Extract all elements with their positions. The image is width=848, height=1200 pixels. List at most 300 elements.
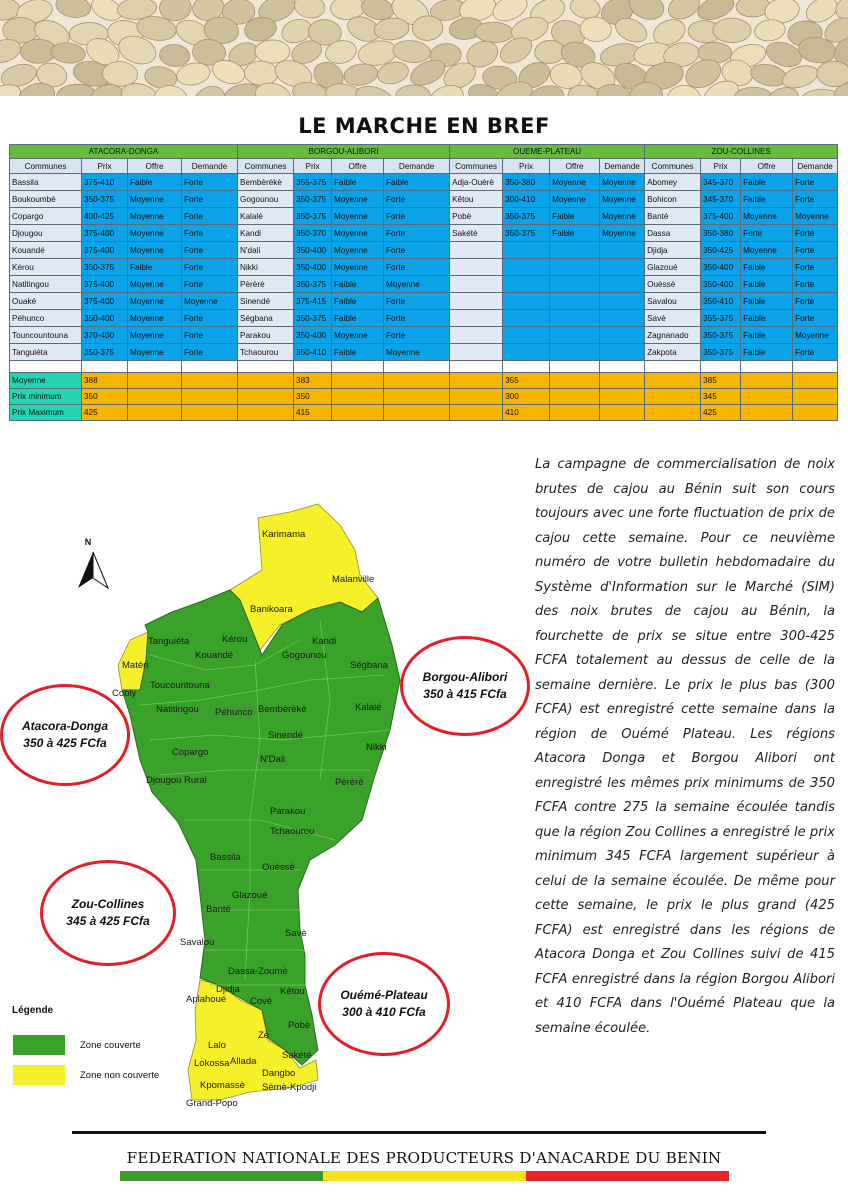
table-cell: Faible bbox=[332, 293, 384, 310]
table-row bbox=[10, 259, 838, 276]
column-header: Prix bbox=[503, 159, 550, 174]
summary-label: Moyenne bbox=[10, 373, 82, 389]
table-cell bbox=[550, 310, 600, 327]
region-header: ZOU-COLLINES bbox=[645, 145, 838, 159]
table-cell: Moyenne bbox=[128, 293, 182, 310]
cashew-nut bbox=[255, 40, 290, 64]
table-cell: Moyenne bbox=[741, 208, 793, 225]
table-cell bbox=[550, 405, 600, 421]
table-cell: 350-375 bbox=[701, 327, 741, 344]
map-place-label: Gogounou bbox=[282, 650, 327, 661]
table-cell: Moyenne bbox=[128, 191, 182, 208]
table-cell: 350-370 bbox=[294, 225, 332, 242]
column-header: Demande bbox=[600, 159, 645, 174]
table-cell bbox=[332, 361, 384, 373]
summary-value: 410 bbox=[503, 405, 550, 421]
map-place-label: Dangbo bbox=[262, 1068, 296, 1079]
table-cell: Moyenne bbox=[332, 225, 384, 242]
map-place-label: Copargo bbox=[172, 747, 209, 758]
table-cell bbox=[384, 405, 450, 421]
table-cell: Forte bbox=[793, 174, 838, 191]
table-cell: Moyenne bbox=[600, 225, 645, 242]
table-cell: Zagnanado bbox=[645, 327, 701, 344]
summary-row bbox=[10, 373, 838, 389]
column-header: Prix bbox=[82, 159, 128, 174]
table-cell bbox=[450, 242, 503, 259]
table-cell bbox=[600, 327, 645, 344]
table-row bbox=[10, 174, 838, 191]
page-title: LE MARCHE EN BREF bbox=[298, 114, 550, 138]
callout-price-range: 345 à 425 FCfa bbox=[66, 914, 150, 928]
table-cell: 350-375 bbox=[82, 191, 128, 208]
table-cell: Moyenne bbox=[600, 174, 645, 191]
column-header: Demande bbox=[793, 159, 838, 174]
table-cell: Moyenne bbox=[741, 242, 793, 259]
table-cell: Djougou bbox=[10, 225, 82, 242]
table-cell: Moyenne bbox=[128, 208, 182, 225]
column-header: Communes bbox=[645, 159, 701, 174]
summary-value: 415 bbox=[294, 405, 332, 421]
table-cell bbox=[503, 344, 550, 361]
table-cell: Forte bbox=[741, 225, 793, 242]
map-place-label: Sinendé bbox=[268, 730, 303, 741]
column-header: Offre bbox=[332, 159, 384, 174]
summary-value: 425 bbox=[701, 405, 741, 421]
table-cell: Pèrèrè bbox=[238, 276, 294, 293]
legend-covered-swatch bbox=[13, 1035, 65, 1055]
table-cell: Forte bbox=[793, 191, 838, 208]
table-cell: 345-370 bbox=[701, 174, 741, 191]
table-cell: Sakété bbox=[450, 225, 503, 242]
callout-region-name: Ouémé-Plateau bbox=[340, 987, 428, 1002]
summary-value: 388 bbox=[82, 373, 128, 389]
map-place-label: Kandi bbox=[312, 636, 337, 647]
table-cell: Sinendé bbox=[238, 293, 294, 310]
map-place-label: Banikoara bbox=[250, 604, 293, 615]
table-cell: Faible bbox=[332, 344, 384, 361]
table-cell bbox=[450, 344, 503, 361]
column-header: Prix bbox=[294, 159, 332, 174]
table-cell: Forte bbox=[384, 191, 450, 208]
map-place-label: Pobè bbox=[288, 1020, 311, 1031]
table-cell bbox=[793, 405, 838, 421]
table-cell: Dassa bbox=[645, 225, 701, 242]
table-cell: Faible bbox=[741, 327, 793, 344]
table-cell bbox=[82, 361, 128, 373]
table-cell: 375-415 bbox=[294, 293, 332, 310]
column-header: Communes bbox=[450, 159, 503, 174]
table-cell: Faible bbox=[128, 174, 182, 191]
table-cell: Faible bbox=[384, 174, 450, 191]
map-place-label: Kérou bbox=[222, 634, 248, 645]
table-cell bbox=[600, 344, 645, 361]
table-row bbox=[10, 276, 838, 293]
callout-zou-collines bbox=[40, 860, 176, 966]
north-arrow-icon bbox=[78, 537, 108, 588]
table-cell bbox=[550, 259, 600, 276]
callout-borgou-alibori bbox=[400, 636, 530, 736]
region-header-row bbox=[10, 145, 838, 159]
column-header: Offre bbox=[128, 159, 182, 174]
callout-oueme-plateau bbox=[318, 952, 450, 1056]
map-place-label: Karimama bbox=[262, 529, 306, 540]
table-cell: Moyenne bbox=[128, 276, 182, 293]
column-header: Communes bbox=[238, 159, 294, 174]
map-place-label: Djougou Rural bbox=[146, 775, 207, 786]
table-cell bbox=[600, 276, 645, 293]
footer-color-bars bbox=[120, 1171, 729, 1181]
table-cell: N'dali bbox=[238, 242, 294, 259]
map-place-label: Kêtou bbox=[280, 986, 305, 997]
table-cell: Forte bbox=[384, 259, 450, 276]
table-cell: Kêtou bbox=[450, 191, 503, 208]
table-cell bbox=[793, 389, 838, 405]
table-cell: Moyenne bbox=[332, 208, 384, 225]
table-cell: Natitingou bbox=[10, 276, 82, 293]
table-cell: Forte bbox=[793, 344, 838, 361]
callout-price-range: 350 à 425 FCfa bbox=[23, 736, 107, 750]
table-cell: Forte bbox=[793, 276, 838, 293]
table-cell bbox=[550, 344, 600, 361]
table-cell bbox=[503, 361, 550, 373]
summary-value: 383 bbox=[294, 373, 332, 389]
map-place-label: Glazoué bbox=[232, 890, 268, 901]
map-place-label: Malanville bbox=[332, 574, 375, 585]
table-cell bbox=[384, 373, 450, 389]
table-cell: Gogounou bbox=[238, 191, 294, 208]
table-cell: 350-410 bbox=[701, 293, 741, 310]
table-cell: 350-375 bbox=[294, 310, 332, 327]
table-cell bbox=[793, 373, 838, 389]
table-cell: Adja-Ouèrè bbox=[450, 174, 503, 191]
table-cell bbox=[550, 327, 600, 344]
table-cell: Savè bbox=[645, 310, 701, 327]
table-cell: 350-375 bbox=[82, 259, 128, 276]
table-cell bbox=[450, 293, 503, 310]
summary-label: Prix Maximum bbox=[10, 405, 82, 421]
table-cell: 350-400 bbox=[701, 259, 741, 276]
summary-value: 350 bbox=[82, 389, 128, 405]
table-cell bbox=[450, 361, 503, 373]
table-cell bbox=[450, 276, 503, 293]
table-spacer-row bbox=[10, 361, 838, 373]
summary-value: 385 bbox=[701, 373, 741, 389]
summary-value: 345 bbox=[701, 389, 741, 405]
table-cell bbox=[701, 361, 741, 373]
callout-price-range: 350 à 415 FCfa bbox=[423, 687, 507, 701]
table-cell bbox=[503, 259, 550, 276]
table-cell: 350-400 bbox=[701, 276, 741, 293]
table-cell bbox=[503, 310, 550, 327]
table-cell bbox=[182, 373, 238, 389]
table-cell: 350-375 bbox=[294, 276, 332, 293]
legend-not-covered-swatch bbox=[13, 1065, 65, 1085]
table-cell: Forte bbox=[182, 310, 238, 327]
table-cell: Kalalé bbox=[238, 208, 294, 225]
table-cell: 400-425 bbox=[82, 208, 128, 225]
table-cell bbox=[450, 310, 503, 327]
table-row bbox=[10, 225, 838, 242]
table-cell: Moyenne bbox=[384, 276, 450, 293]
table-cell: Kérou bbox=[10, 259, 82, 276]
summary-row bbox=[10, 405, 838, 421]
table-cell bbox=[645, 373, 701, 389]
table-cell: Moyenne bbox=[128, 242, 182, 259]
table-cell: Forte bbox=[182, 191, 238, 208]
legend-covered-label: Zone couverte bbox=[80, 1040, 141, 1051]
map-place-label: Sèmè-Kpodji bbox=[262, 1082, 317, 1093]
table-cell: Forte bbox=[182, 174, 238, 191]
map-place-label: Kouandé bbox=[195, 650, 234, 661]
table-cell: Faible bbox=[741, 174, 793, 191]
table-cell bbox=[384, 361, 450, 373]
table-cell bbox=[450, 259, 503, 276]
callout-atacora-donga bbox=[0, 684, 130, 786]
table-cell: Abomey bbox=[645, 174, 701, 191]
map-place-label: Cobly bbox=[112, 688, 137, 699]
table-cell bbox=[550, 276, 600, 293]
map-place-label: Pèrèrè bbox=[335, 777, 364, 788]
table-cell bbox=[600, 293, 645, 310]
table-cell: Ouèssè bbox=[645, 276, 701, 293]
map-place-label: Tanguiéta bbox=[148, 636, 190, 647]
table-cell: 370-400 bbox=[82, 327, 128, 344]
table-cell: Faible bbox=[550, 225, 600, 242]
market-summary-text: La campagne de commercialisation de noix brutes de cajou au Bénin suit son cours toujours avec une forte fluctuation de prix de cajou cette semaine. Pour ce neuvième numéro de votre bulletin hebdomadaire du Système d'Information sur le Marché (SIM) des noix brutes de cajou au Bénin, la fourchette de prix se situe entre 300-425 FCFA totalement au dessus de celle de la semaine dernière. Le prix le plus bas (300 FCFA) est enregistré cette semaine dans la région de Ouémé Plateau. Les régions Atacora Donga et Borgou Alibori ont enregistré les mêmes prix minimums de 350 FCFA contre 275 la semaine écoulée tandis que la région Zou Collines a enregistré le prix minimum 345 FCFA largement supérieur à celui de la semaine écoulée. De même pour cette semaine, le prix le plus grand (425 FCFA) est enregistré dans les régions de Atacora Donga et Zou Collines suivi de 415 FCFA enregistré dans la région Borgou Alibori et 410 FCFA dans l'Ouémé Plateau que la semaine écoulée. bbox=[535, 457, 835, 1036]
map-place-label: Lokossa bbox=[194, 1058, 230, 1069]
table-cell: 345-370 bbox=[701, 191, 741, 208]
table-cell: 350-375 bbox=[503, 208, 550, 225]
table-cell: Parakou bbox=[238, 327, 294, 344]
table-cell: Moyenne bbox=[128, 225, 182, 242]
map-place-label: Ségbana bbox=[350, 660, 389, 671]
table-cell bbox=[238, 405, 294, 421]
map-place-label: Natitingou bbox=[156, 704, 199, 715]
footer-bar-green bbox=[120, 1171, 323, 1181]
table-cell: Tanguiéta bbox=[10, 344, 82, 361]
column-header: Demande bbox=[182, 159, 238, 174]
table-cell: Forte bbox=[182, 225, 238, 242]
table-cell: Moyenne bbox=[128, 310, 182, 327]
table-cell: Forte bbox=[793, 293, 838, 310]
table-cell: Moyenne bbox=[128, 327, 182, 344]
table-cell: Forte bbox=[793, 310, 838, 327]
legend-title: Légende bbox=[12, 1005, 54, 1016]
table-cell bbox=[550, 389, 600, 405]
table-cell: 355-375 bbox=[701, 310, 741, 327]
table-cell: Moyenne bbox=[332, 191, 384, 208]
table-cell bbox=[182, 405, 238, 421]
map-place-label: Nikki bbox=[366, 742, 387, 753]
map-place-label: Kpomassè bbox=[200, 1080, 245, 1091]
table-cell bbox=[600, 373, 645, 389]
table-cell: Moyenne bbox=[550, 191, 600, 208]
map-legend bbox=[12, 1005, 159, 1085]
table-row bbox=[10, 242, 838, 259]
table-cell bbox=[332, 373, 384, 389]
table-cell: Faible bbox=[741, 191, 793, 208]
table-cell bbox=[550, 242, 600, 259]
table-cell bbox=[600, 259, 645, 276]
table-cell bbox=[294, 361, 332, 373]
map-place-label: N'Dali bbox=[260, 754, 286, 765]
table-cell bbox=[332, 405, 384, 421]
map-place-label: Savalou bbox=[180, 937, 215, 948]
table-cell: Faible bbox=[741, 344, 793, 361]
map-place-label: Allada bbox=[230, 1056, 257, 1067]
table-cell bbox=[128, 389, 182, 405]
table-cell: Ouaké bbox=[10, 293, 82, 310]
table-cell bbox=[600, 242, 645, 259]
table-cell: Forte bbox=[182, 259, 238, 276]
map-place-label: Bassila bbox=[210, 852, 241, 863]
table-cell: Forte bbox=[793, 259, 838, 276]
table-cell bbox=[600, 361, 645, 373]
table-cell: Péhunco bbox=[10, 310, 82, 327]
cashew-banner-image bbox=[0, 0, 848, 96]
table-cell bbox=[238, 361, 294, 373]
table-cell: Faible bbox=[332, 310, 384, 327]
table-cell: Faible bbox=[128, 259, 182, 276]
column-header: Offre bbox=[550, 159, 600, 174]
table-cell: Moyenne bbox=[550, 174, 600, 191]
footer-bar-red bbox=[526, 1171, 729, 1181]
table-cell: 350-375 bbox=[294, 191, 332, 208]
table-cell bbox=[503, 293, 550, 310]
table-cell: Forte bbox=[384, 293, 450, 310]
table-cell: Faible bbox=[332, 174, 384, 191]
table-row bbox=[10, 327, 838, 344]
column-header-row bbox=[10, 159, 838, 174]
map-place-label: Kalalé bbox=[355, 702, 382, 713]
table-cell: Djidja bbox=[645, 242, 701, 259]
table-cell bbox=[450, 389, 503, 405]
table-cell bbox=[450, 327, 503, 344]
table-cell: Forte bbox=[793, 225, 838, 242]
cashew-nut bbox=[713, 18, 752, 43]
table-cell bbox=[238, 389, 294, 405]
table-cell: Forte bbox=[182, 276, 238, 293]
table-cell bbox=[332, 389, 384, 405]
map-place-label: Covè bbox=[250, 996, 273, 1007]
table-cell: Forte bbox=[384, 327, 450, 344]
map-place-label: Djidja bbox=[216, 984, 240, 995]
table-cell: 350-400 bbox=[294, 259, 332, 276]
table-cell: 350-375 bbox=[82, 344, 128, 361]
column-header: Prix bbox=[701, 159, 741, 174]
table-cell: 350-375 bbox=[503, 225, 550, 242]
table-cell: Banté bbox=[645, 208, 701, 225]
callout-region-name: Borgou-Alibori bbox=[422, 669, 508, 684]
map-place-label: Savè bbox=[285, 928, 307, 939]
table-cell bbox=[182, 361, 238, 373]
table-cell: 355-375 bbox=[294, 174, 332, 191]
table-cell: Moyenne bbox=[600, 191, 645, 208]
table-cell: 350-425 bbox=[701, 242, 741, 259]
table-cell bbox=[793, 361, 838, 373]
table-cell: Pobè bbox=[450, 208, 503, 225]
map-place-label: Zè bbox=[258, 1030, 270, 1041]
table-cell: 300-410 bbox=[503, 191, 550, 208]
table-row bbox=[10, 191, 838, 208]
table-cell: Bembèrèkè bbox=[238, 174, 294, 191]
map-place-label: Lalo bbox=[208, 1040, 226, 1051]
table-cell: Faible bbox=[741, 310, 793, 327]
table-cell: Moyenne bbox=[332, 327, 384, 344]
map-place-label: Toucountouna bbox=[150, 680, 210, 691]
north-label: N bbox=[84, 537, 92, 547]
table-cell: Forte bbox=[182, 242, 238, 259]
table-cell: Moyenne bbox=[128, 344, 182, 361]
summary-value: 350 bbox=[294, 389, 332, 405]
table-cell: Forte bbox=[384, 225, 450, 242]
table-cell: Faible bbox=[741, 293, 793, 310]
table-cell: Forte bbox=[384, 208, 450, 225]
table-cell bbox=[741, 373, 793, 389]
table-cell bbox=[450, 373, 503, 389]
table-cell: Forte bbox=[182, 344, 238, 361]
table-cell: Bassila bbox=[10, 174, 82, 191]
table-row bbox=[10, 208, 838, 225]
table-cell bbox=[238, 373, 294, 389]
table-cell: Boukoumbé bbox=[10, 191, 82, 208]
table-cell: Faible bbox=[332, 276, 384, 293]
table-cell: Savalou bbox=[645, 293, 701, 310]
table-cell bbox=[128, 405, 182, 421]
map-place-label: Péhunco bbox=[215, 707, 253, 718]
table-cell bbox=[741, 405, 793, 421]
table-cell: Moyenne bbox=[182, 293, 238, 310]
table-cell: 350-400 bbox=[294, 242, 332, 259]
summary-row bbox=[10, 389, 838, 405]
table-cell bbox=[503, 276, 550, 293]
table-cell: Copargo bbox=[10, 208, 82, 225]
callout-region-name: Atacora-Donga bbox=[21, 718, 108, 733]
table-cell: 375-400 bbox=[82, 293, 128, 310]
footer-divider bbox=[72, 1131, 766, 1134]
market-table bbox=[9, 144, 838, 421]
map-place-label: Banté bbox=[206, 904, 231, 915]
table-cell: Forte bbox=[793, 242, 838, 259]
table-cell: Moyenne bbox=[332, 242, 384, 259]
column-header: Communes bbox=[10, 159, 82, 174]
table-cell bbox=[128, 373, 182, 389]
footer-org-name: FEDERATION NATIONALE DES PRODUCTEURS D'ANACARDE DU BENIN bbox=[126, 1149, 722, 1167]
table-cell bbox=[10, 361, 82, 373]
table-cell: Nikki bbox=[238, 259, 294, 276]
summary-value: 300 bbox=[503, 389, 550, 405]
table-cell bbox=[384, 389, 450, 405]
table-cell: Faible bbox=[741, 259, 793, 276]
column-header: Offre bbox=[741, 159, 793, 174]
table-cell bbox=[645, 389, 701, 405]
footer-bar-yellow bbox=[323, 1171, 526, 1181]
map-place-label: Matéri bbox=[122, 660, 149, 671]
table-cell: 375-400 bbox=[82, 225, 128, 242]
table-cell: 350-400 bbox=[294, 327, 332, 344]
table-cell: 350-400 bbox=[82, 310, 128, 327]
table-cell: 375-400 bbox=[82, 242, 128, 259]
table-cell: Bohicon bbox=[645, 191, 701, 208]
table-cell: Touncountouna bbox=[10, 327, 82, 344]
table-cell bbox=[450, 405, 503, 421]
table-cell: Glazoué bbox=[645, 259, 701, 276]
region-header: OUEME-PLATEAU bbox=[450, 145, 645, 159]
map-place-label: Tchaourou bbox=[270, 826, 315, 837]
table-cell: Forte bbox=[182, 327, 238, 344]
table-cell: Moyenne bbox=[332, 259, 384, 276]
table-cell: Kouandé bbox=[10, 242, 82, 259]
